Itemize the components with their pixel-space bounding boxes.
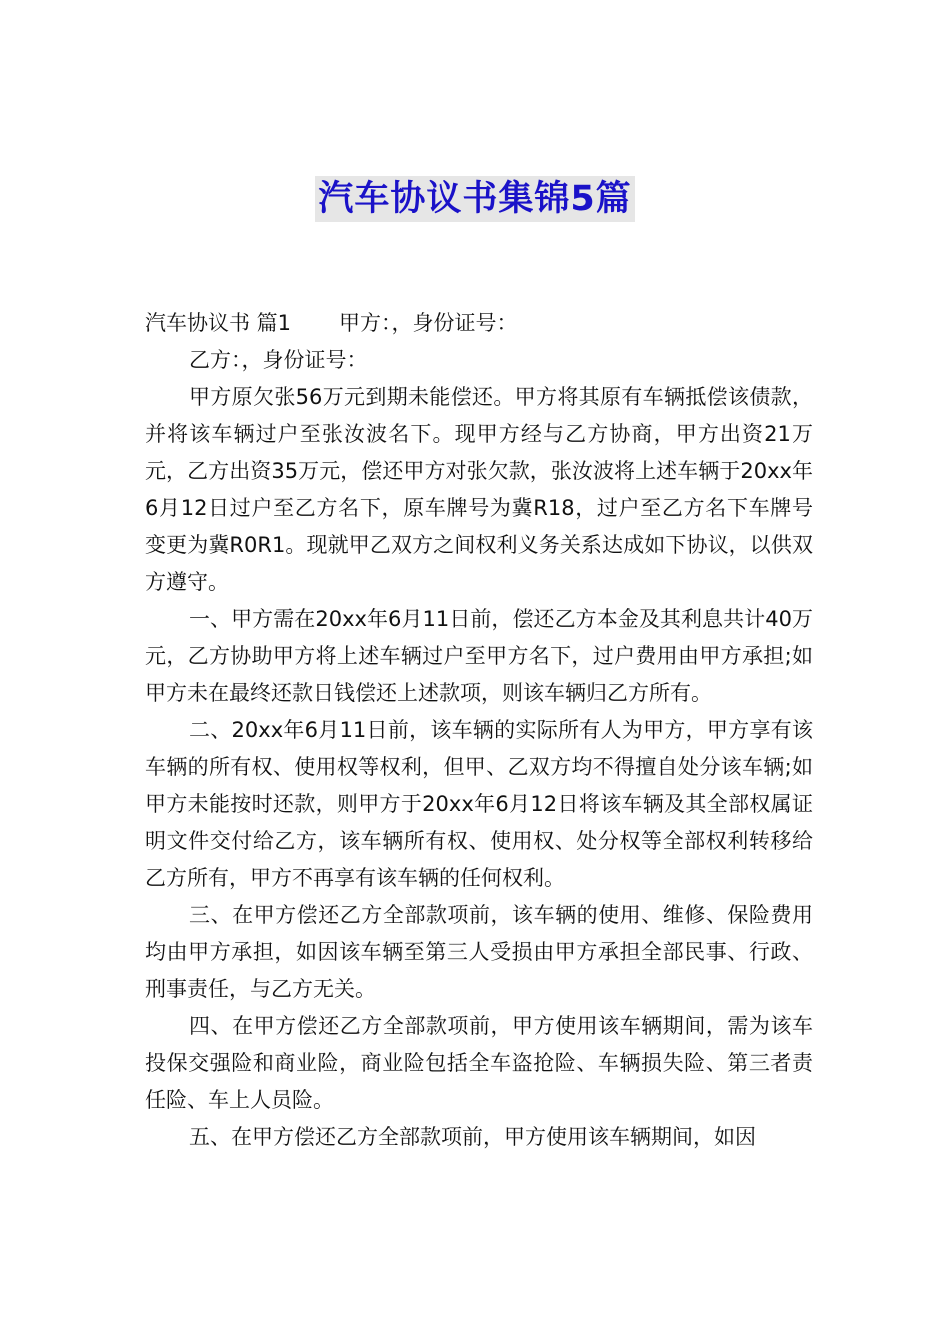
clause-4: 四、在甲方偿还乙方全部款项前，甲方使用该车辆期间，需为该车投保交强险和商业险，商业险包括全车盗抢险、车辆损失险、第三者责任险、车上人员险。	[145, 1014, 813, 1112]
clause-2: 二、20xx年6月11日前，该车辆的实际所有人为甲方，甲方享有该车辆的所有权、使用权等权利，但甲、乙双方均不得擅自处分该车辆;如甲方未能按时还款，则甲方于20xx年6月12日将该车辆及其全部权属证明文件交付给乙方，该车辆所有权、使用权、处分权等全部权利转移给乙方所有，甲方不再享有该车辆的任何权利。	[145, 718, 813, 890]
clause-5: 五、在甲方偿还乙方全部款项前，甲方使用该车辆期间，如因	[189, 1125, 756, 1149]
paragraph-background: 甲方原欠张56万元到期未能偿还。甲方将其原有车辆抵偿该债款，并将该车辆过户至张汝波名下。现甲方经与乙方协商，甲方出资21万元，乙方出资35万元，偿还甲方对张欠款，张汝波将上述车辆于20xx年6月12日过户至乙方名下，原车牌号为冀R18，过户至乙方名下车牌号变更为冀R0R1。现就甲乙双方之间权利义务关系达成如下协议，以供双方遵守。	[145, 385, 813, 594]
document-title: 汽车协议书集锦5篇	[315, 176, 634, 222]
clause-1: 一、甲方需在20xx年6月11日前，偿还乙方本金及其利息共计40万元，乙方协助甲方将上述车辆过户至甲方名下，过户费用由甲方承担;如甲方未在最终还款日钱偿还上述款项，则该车辆归乙方所有。	[145, 607, 813, 705]
title-container	[0, 176, 950, 222]
first-line	[145, 305, 813, 342]
document-body	[145, 305, 813, 1156]
paragraph-party-b: 乙方：，身份证号：	[189, 348, 368, 372]
section-heading: 汽车协议书 篇1	[145, 311, 292, 335]
party-a-line: 甲方：，身份证号：	[339, 311, 518, 335]
clause-3: 三、在甲方偿还乙方全部款项前，该车辆的使用、维修、保险费用均由甲方承担，如因该车辆至第三人受损由甲方承担全部民事、行政、刑事责任，与乙方无关。	[145, 903, 813, 1001]
